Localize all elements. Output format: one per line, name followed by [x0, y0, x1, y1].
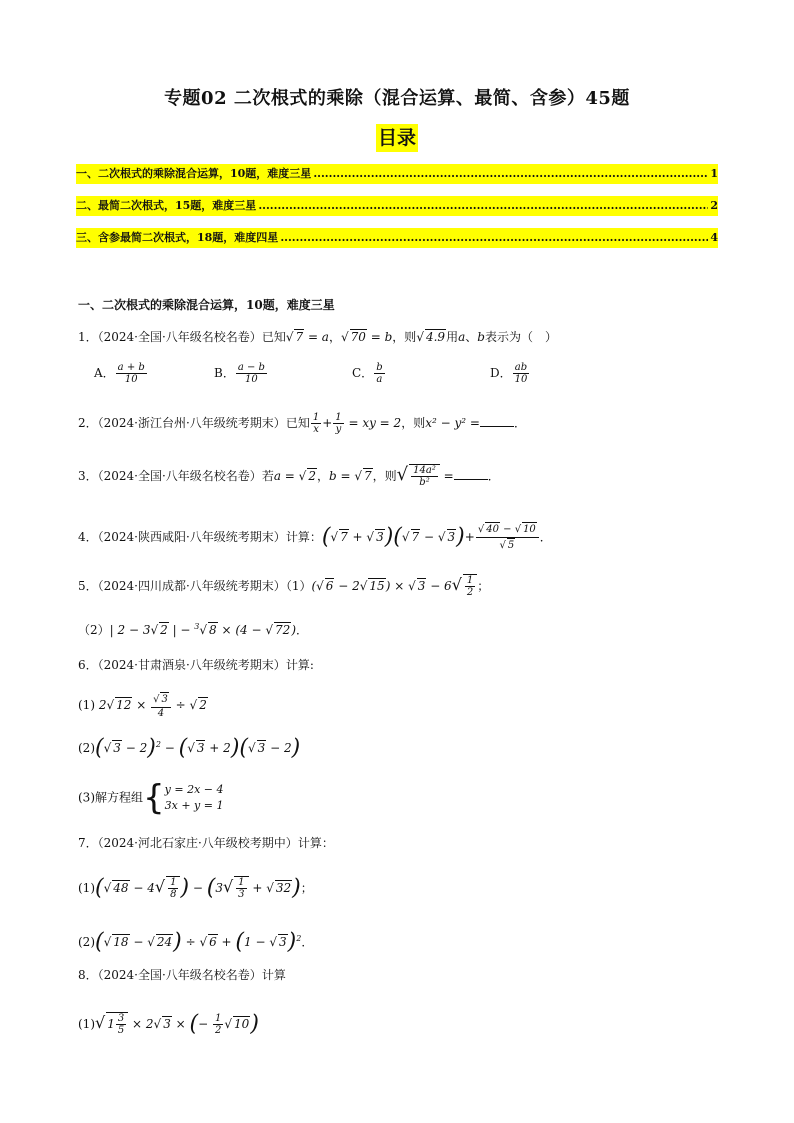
question-6-part-2: (2)(√ 3 − 2)$^2$ − (√ 3 + 2)(√ 3 − 2)	[78, 735, 301, 761]
question-3: 3．（2024·全国·八年级名校名卷）若a = √ 2，b = √ 7，则√ $\frac{\text{14a²}}{\text{b²}}$ = ．	[78, 464, 500, 488]
question-2: 2．（2024·浙江台州·八年级统考期末）已知 $\frac{1}{x}$ + $\frac{1}{y}$ = xy = 2，则x² − y² = ．	[78, 412, 526, 435]
option-a[interactable]: A． $\frac{a + b}{10}$	[94, 362, 145, 385]
question-1: 1．（2024·全国·八年级名校名卷）已知√ 7 = a，√ 70 = b，则√ 4.9用a、b表示为（ ）	[78, 330, 557, 344]
question-6: 6．（2024·甘肃酒泉·八年级统考期末）计算:	[78, 658, 314, 672]
answer-blank[interactable]	[454, 469, 488, 480]
question-6-part-1: (1) 2√ 12 × $\frac{√ 3}{4}$ ÷ √ 2	[78, 694, 207, 719]
question-5: 5．（2024·四川成都·八年级统考期末）（1）(√ 6 − 2√ 15) × √ 3 − 6√ $\frac{1}{2}$ ；	[78, 575, 490, 598]
toc-leader	[280, 228, 708, 248]
toc-leader	[258, 196, 708, 216]
question-7-part-1: (1)(√ 48 − 4√ $\frac{1}{8}$ ) − (3√ $\frac{1}{3}$ + √ 32)；	[78, 875, 313, 901]
toc-item-3[interactable]	[76, 228, 718, 248]
toc-item-1[interactable]	[76, 164, 718, 184]
question-6-part-3: (3)解方程组{ y = 2x − 4 3x + y = 1	[78, 778, 224, 818]
toc-item-text: 二、最简二次根式，15题，难度三星	[76, 199, 257, 212]
option-c[interactable]: C． $\frac{b}{a}$	[352, 362, 383, 385]
toc-item-2[interactable]	[76, 196, 718, 216]
question-8: 8．（2024·全国·八年级名校名卷）计算	[78, 968, 286, 982]
option-d[interactable]: D． $\frac{ab}{10}$	[490, 362, 528, 385]
toc-item-text: 三、含参最简二次根式，18题，难度四星	[76, 231, 279, 244]
toc-item-text: 一、二次根式的乘除混合运算，10题，难度三星	[76, 167, 312, 180]
toc-leader	[313, 164, 708, 184]
question-7-part-2: (2)(√ 18 − √ 24) ÷ √ 6 + (1 − √ 3)$^2$．	[78, 929, 314, 955]
toc-item-page: 1	[710, 167, 718, 180]
section-heading: 一、二次根式的乘除混合运算，10题，难度三星	[78, 298, 335, 312]
question-8-part-1: (1)√ 1 $\frac{3}{5}$ × 2√ 3 × (− $\frac{1}{2}$ √ 10)	[78, 1011, 259, 1037]
page-title: 专题02 二次根式的乘除（混合运算、最简、含参）45题	[164, 88, 630, 109]
toc-item-page: 2	[710, 199, 718, 212]
answer-blank[interactable]	[480, 416, 514, 427]
toc-item-page: 4	[710, 231, 718, 244]
question-4: 4．（2024·陕西咸阳·八年级统考期末）计算：(√ 7 + √ 3)(√ 7 − √ 3)+ $\frac{√ 40 - √ 10}{√ 5}$ ．	[78, 524, 552, 551]
question-5-part-2: （2）| 2 − 3√ 2 | − $^3$√ 8 × (4 − √ 72)．	[78, 622, 309, 637]
toc-heading: 目录	[376, 124, 418, 152]
option-b[interactable]: B． $\frac{a - b}{10}$	[214, 362, 265, 385]
question-7: 7．（2024·河北石家庄·八年级校考期中）计算：	[78, 836, 334, 850]
